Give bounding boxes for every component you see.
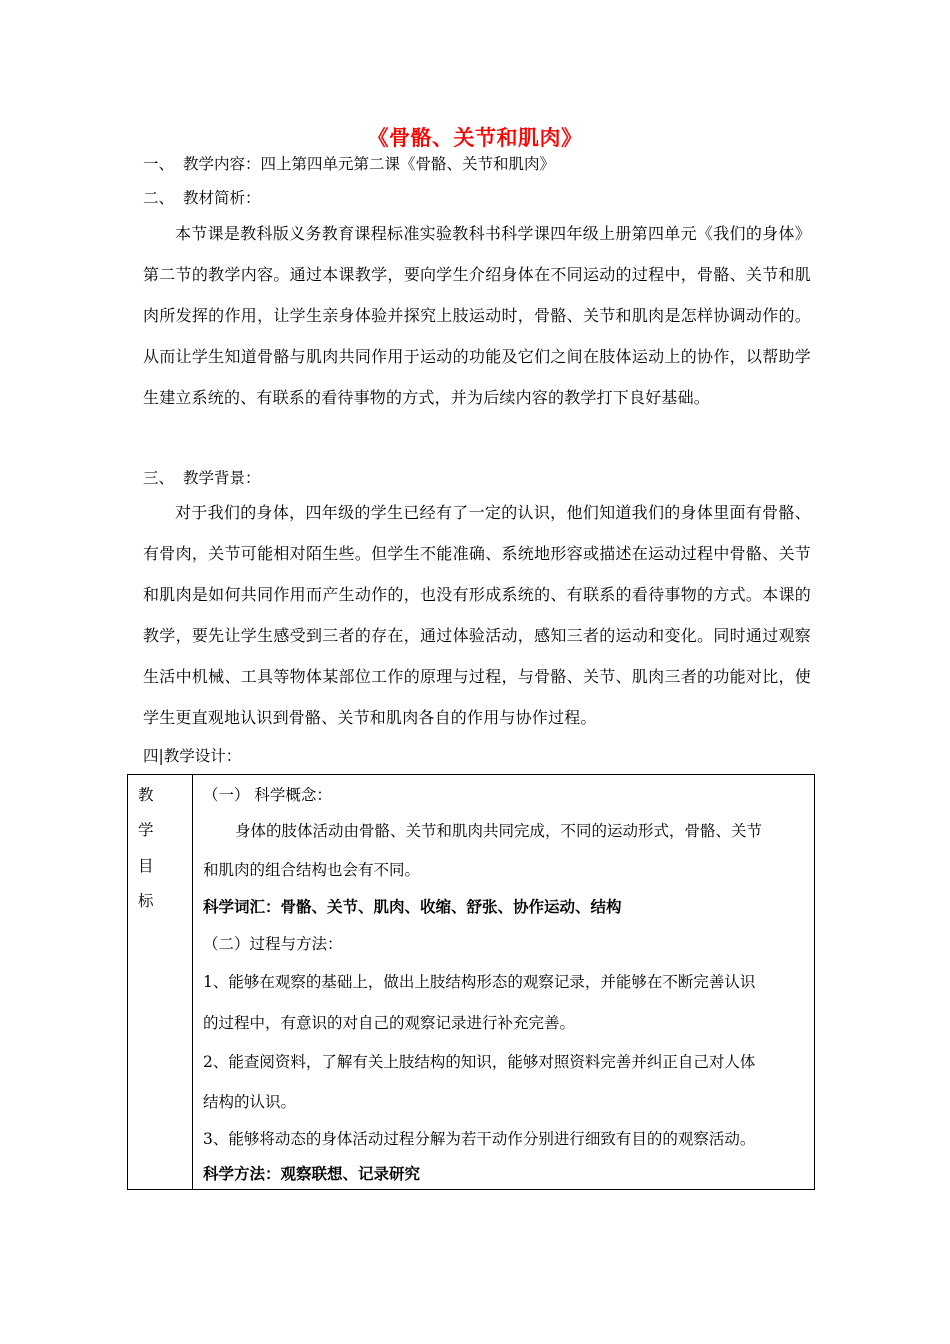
section-2-heading	[143, 186, 261, 208]
content-line: 身体的肢体活动由骨骼、关节和肌肉共同完成，不同的运动形式，骨骼、关节	[235, 822, 763, 840]
content-line: 3、能够将动态的身体活动过程分解为若干动作分别进行细致有目的的观察活动。	[203, 1130, 756, 1148]
section-1-number: 一、	[143, 155, 175, 173]
section-3-text: 教学背景：	[183, 469, 261, 487]
content-line: 结构的认识。	[203, 1093, 297, 1111]
section-1-heading	[143, 152, 555, 174]
section-2-number: 二、	[143, 189, 175, 207]
table-label-cell	[128, 775, 193, 1189]
content-line: 和肌肉的组合结构也会有不同。	[203, 861, 421, 879]
table-content-cell	[193, 775, 814, 1189]
label-char: 学	[138, 821, 154, 839]
section-2-text: 教材简析：	[183, 189, 261, 207]
label-char: 目	[138, 857, 154, 875]
content-line: （二）过程与方法：	[203, 935, 343, 953]
content-line: 1、能够在观察的基础上，做出上肢结构形态的观察记录，并能够在不断完善认识	[203, 973, 756, 991]
section-1-text: 教学内容：四上第四单元第二课《骨骼、关节和肌肉》	[183, 155, 556, 173]
section-4-heading: 四|教学设计：	[143, 747, 242, 765]
content-line: 的过程中，有意识的对自己的观察记录进行补充完善。	[203, 1014, 576, 1032]
teaching-design-table	[127, 774, 815, 1190]
section-3-heading	[143, 466, 261, 488]
content-line: （一） 科学概念：	[203, 786, 332, 804]
document-title: 《骨骼、关节和肌肉》	[367, 125, 583, 150]
science-method: 科学方法：观察联想、记录研究	[203, 1164, 421, 1183]
section-3-number: 三、	[143, 469, 175, 487]
section-3-paragraph: 对于我们的身体，四年级的学生已经有了一定的认识，他们知道我们的身体里面有骨骼、有骨肉，关节可能相对陌生些。但学生不能准确、系统地形容或描述在运动过程中骨骼、关节和肌肉是如何共同作用而产生动作的，也没有形成系统的、有联系的看待事物的方式。本课的教学，要先让学生感受到三者的存在，通过体验活动，感知三者的运动和变化。同时通过观察生活中机械、工具等物体某部位工作的原理与过程，与骨骼、关节、肌肉三者的功能对比，使学生更直观地认识到骨骼、关节和肌肉各自的作用与协作过程。	[143, 503, 811, 727]
label-char: 教	[138, 786, 154, 804]
section-2-paragraph: 本节课是教科版义务教育课程标准实验教科书科学课四年级上册第四单元《我们的身体》第二节的教学内容。通过本课教学，要向学生介绍身体在不同运动的过程中，骨骼、关节和肌肉所发挥的作用，让学生亲身体验并探究上肢运动时，骨骼、关节和肌肉是怎样协调动作的。从而让学生知道骨骼与肌肉共同作用于运动的功能及它们之间在肢体运动上的协作，以帮助学生建立系统的、有联系的看待事物的方式，并为后续内容的教学打下良好基础。	[143, 224, 811, 407]
content-line: 2、能查阅资料，了解有关上肢结构的知识，能够对照资料完善并纠正自己对人体	[203, 1053, 756, 1071]
science-vocabulary: 科学词汇：骨骼、关节、肌肉、收缩、舒张、协作运动、结构	[203, 897, 622, 916]
label-char: 标	[138, 892, 154, 910]
